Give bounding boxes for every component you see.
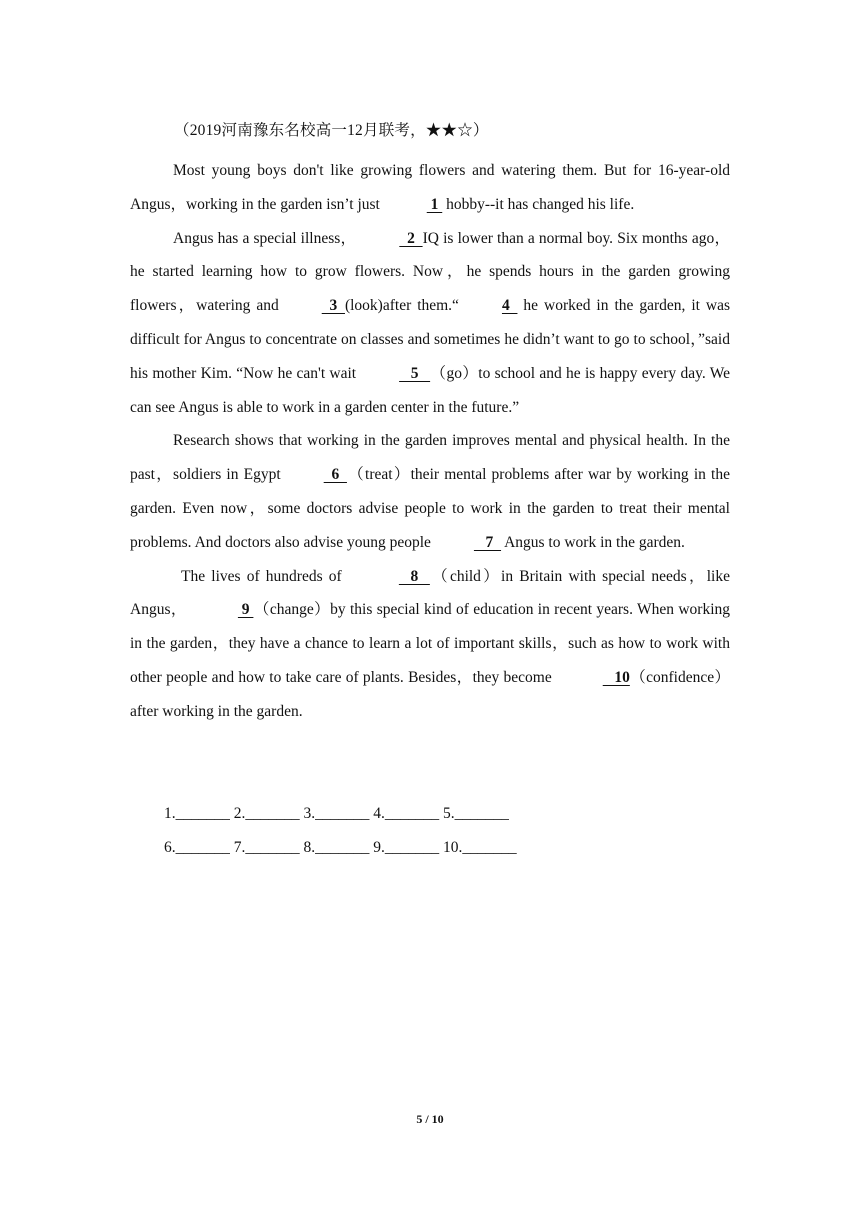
cloze-passage	[130, 154, 730, 729]
passage-text: （confidence）after working in the garden.	[130, 668, 730, 720]
blank-number: 2	[399, 229, 423, 247]
passage-text: （treat）their mental problems after war by working in the garden. Even now，some doctors advise people to work in the garden to treat their mental problems. And doctors also advise young people	[130, 466, 730, 551]
blank-number: 1	[426, 195, 443, 213]
answer-row-2: 6._______ 7._______ 8._______ 9._______ 10._______	[164, 839, 517, 856]
page-number: 5 / 10	[416, 1112, 444, 1126]
blank-number: 7	[473, 533, 502, 551]
passage-text: Angus has a special illness，	[173, 229, 357, 247]
blank-number: 9	[237, 601, 254, 619]
blank-number: 8	[398, 567, 430, 585]
passage-text: (look)after them.“	[344, 297, 459, 315]
passage-paragraph	[130, 560, 730, 729]
passage-text: IQ is lower than a normal boy. Six months ago，he started learning how to grow flowers. Now，he spends hours in the garden growing flowers，watering and	[130, 229, 730, 315]
blank-number: 6	[323, 466, 347, 484]
passage-text: The lives of hundreds of	[181, 567, 348, 585]
passage-text: （change）by this special kind of education in recent years. When working in the garden，they have a chance to learn a lot of important skills，such as how to work with other people and how to take care of plants. Besides，they become	[130, 601, 731, 686]
blank-number: 5	[399, 364, 431, 382]
passage-text: （go）to school and he is happy every day. We can see Angus is able to work in a garden center in the future.”	[130, 364, 730, 416]
passage-paragraph	[130, 222, 730, 425]
blank-number: 10	[602, 668, 630, 686]
passage-paragraph	[130, 154, 730, 222]
blank-number: 4	[501, 297, 518, 315]
question-source: （2019河南豫东名校高一12月联考，★★☆）	[174, 122, 489, 139]
passage-text: he worked in the garden, it was difficult for Angus to concentrate on classes and sometimes he didn’t want to go to school，”said his mother Kim. “Now he can't wait	[130, 297, 731, 382]
passage-text: Angus to work in the garden.	[501, 533, 685, 551]
answer-lines	[164, 797, 517, 865]
passage-text: （child）in Britain with special needs，like Angus，	[130, 567, 730, 619]
answer-row-1: 1._______ 2._______ 3._______ 4._______ 5._______	[164, 805, 509, 822]
passage-text: hobby--it has changed his life.	[442, 195, 635, 213]
passage-paragraph	[130, 424, 730, 559]
passage-text: Research shows that working in the garden improves mental and physical health. In the past，soldiers in Egypt	[130, 432, 730, 484]
blank-number: 3	[321, 297, 345, 315]
passage-text: Most young boys don't like growing flowers and watering them. But for 16-year-old Angus，working in the garden isn’t just	[130, 162, 730, 213]
